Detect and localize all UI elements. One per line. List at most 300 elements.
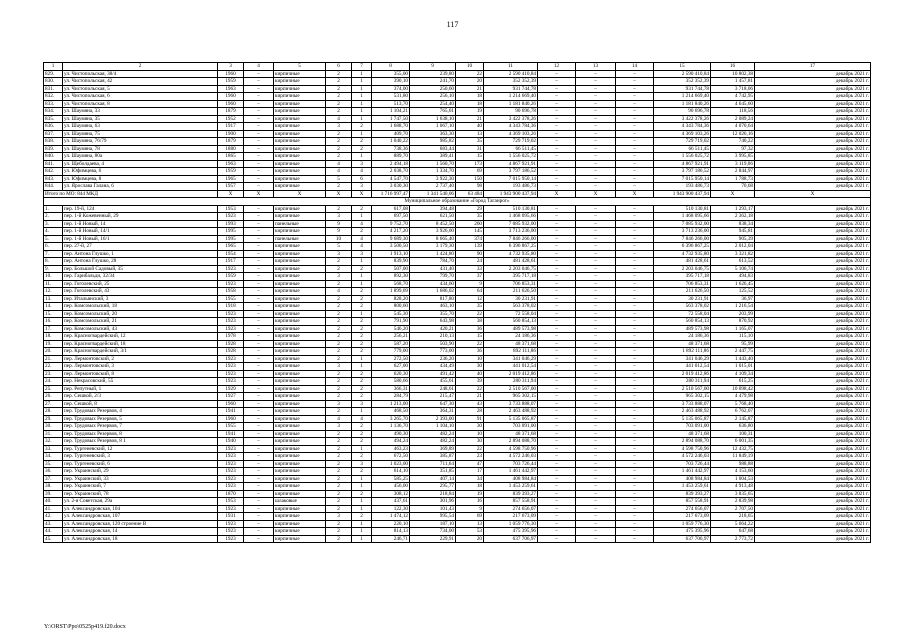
table-cell: – <box>576 445 616 453</box>
table-cell: – <box>538 310 576 318</box>
table-cell: – <box>244 378 274 386</box>
table-cell: 2 <box>326 100 352 108</box>
table-cell: – <box>538 288 576 296</box>
table-cell: 2 <box>326 385 352 393</box>
table-cell: 614,10 <box>372 468 410 476</box>
table-cell: декабрь 2021 г. <box>755 123 871 131</box>
table-cell: 374,00 <box>372 85 410 93</box>
table-cell: 352 352,39 <box>484 78 538 86</box>
table-cell: – <box>616 475 654 483</box>
table-cell: – <box>576 153 616 161</box>
table-cell: 779,00 <box>372 348 410 356</box>
table-cell: – <box>244 490 274 498</box>
table-cell: 1917 <box>218 258 244 266</box>
table-cell: – <box>616 498 654 506</box>
table-cell: 456,00 <box>372 483 410 491</box>
table-cell: 2 773,72 <box>711 535 755 543</box>
table-cell: 1 136,70 <box>372 423 410 431</box>
table-cell: 395 717,18 <box>484 273 538 281</box>
table-cell: – <box>538 430 576 438</box>
table-cell: 19 <box>456 108 484 116</box>
table-cell: 260 <box>456 220 484 228</box>
table-cell: 1928 <box>218 348 244 356</box>
table-cell: – <box>576 310 616 318</box>
table-cell: 587,20 <box>372 340 410 348</box>
table-cell: 490,30 <box>372 430 410 438</box>
table-cell: 19. <box>44 340 63 348</box>
table-cell: – <box>616 228 654 236</box>
table-cell: 585,25 <box>372 475 410 483</box>
table-cell: 21 <box>456 115 484 123</box>
table-cell: 1 <box>352 108 372 116</box>
table-cell: ул. Александровская, 104 <box>63 505 218 513</box>
table-cell: ул. Чистопольская, 42 <box>63 78 218 86</box>
table-cell: – <box>244 288 274 296</box>
table-cell: – <box>576 115 616 123</box>
table-cell: кирпичные <box>274 213 326 221</box>
table-row <box>44 160 871 168</box>
table-cell: 1 747,50 <box>372 115 410 123</box>
table-cell: – <box>576 108 616 116</box>
table-cell: 3 733 888,07 <box>484 400 538 408</box>
table-cell: 95,99 <box>711 340 755 348</box>
table-cell: 2 <box>326 520 352 528</box>
table-cell: пер. Трудовых Резервов, 5 <box>63 415 218 423</box>
table-cell: декабрь 2021 г. <box>755 363 871 371</box>
table-cell: – <box>616 243 654 251</box>
table-cell: 2 145,87 <box>711 415 755 423</box>
table-cell: 1 <box>352 475 372 483</box>
table-cell: – <box>616 535 654 543</box>
table-cell: – <box>244 400 274 408</box>
table-cell: – <box>538 378 576 386</box>
table-cell: декабрь 2021 г. <box>755 85 871 93</box>
table-cell: – <box>616 280 654 288</box>
table-cell: 546,20 <box>372 325 410 333</box>
table-cell: пер. Украинский, 33 <box>63 475 218 483</box>
table-cell: – <box>576 265 616 273</box>
table-cell: 10 <box>326 235 352 243</box>
table-cell: 15. <box>44 310 63 318</box>
table-cell: кирпичные <box>274 333 326 341</box>
table-cell: 1 181 840,26 <box>654 100 711 108</box>
table-cell: 1880 <box>218 145 244 153</box>
table-cell: – <box>244 393 274 401</box>
table-cell: 3 119,06 <box>711 160 755 168</box>
table-cell: 2 494,18 <box>372 160 410 168</box>
table-cell: – <box>538 340 576 348</box>
table-cell: – <box>616 393 654 401</box>
table-cell: – <box>616 123 654 131</box>
table-cell: кирпичные <box>274 145 326 153</box>
table-cell: – <box>576 475 616 483</box>
table-cell: декабрь 2021 г. <box>755 430 871 438</box>
table-cell: 4 <box>352 220 372 228</box>
table-cell: 2 <box>326 108 352 116</box>
table-cell: – <box>616 303 654 311</box>
table-cell: декабрь 2021 г. <box>755 475 871 483</box>
table-cell: декабрь 2021 г. <box>755 513 871 521</box>
table-cell: – <box>538 385 576 393</box>
table-cell: 2 <box>326 153 352 161</box>
table-cell: – <box>538 468 576 476</box>
table-cell: 1 <box>352 100 372 108</box>
table-cell: 220,10 <box>372 520 410 528</box>
table-cell: 2 <box>326 93 352 101</box>
table-cell: кирпичные <box>274 475 326 483</box>
column-number-row <box>44 63 871 71</box>
table-cell: 1923 <box>218 445 244 453</box>
table-cell: 4 <box>352 243 372 251</box>
table-cell: кирпичные <box>274 483 326 491</box>
table-cell: пер. Некрасовский, 55 <box>63 378 218 386</box>
table-cell: 2 463 488,92 <box>484 408 538 416</box>
table-cell: 1 040,22 <box>372 138 410 146</box>
table-row <box>44 453 871 461</box>
table-cell: 2 <box>326 145 352 153</box>
table-cell: 2 <box>326 130 352 138</box>
table-cell: – <box>616 153 654 161</box>
table-row <box>44 288 871 296</box>
table-cell: 468,50 <box>372 408 410 416</box>
table-cell: 2 019 412,86 <box>484 370 538 378</box>
table-cell: декабрь 2021 г. <box>755 468 871 476</box>
table-cell: 16 <box>456 498 484 506</box>
table-cell: 1 <box>352 408 372 416</box>
table-cell: – <box>244 355 274 363</box>
table-cell: 274 656,07 <box>654 505 711 513</box>
table-cell: – <box>244 535 274 543</box>
table-cell: 988,88 <box>711 460 755 468</box>
column-header: 9 <box>410 63 456 71</box>
table-cell: 1923 <box>218 460 244 468</box>
table-cell: 2 894 088,70 <box>484 438 538 446</box>
table-cell: 2 <box>326 378 352 386</box>
table-cell: 489 573,98 <box>654 325 711 333</box>
table-cell: 1 <box>352 273 372 281</box>
table-cell: 364,31 <box>410 408 456 416</box>
table-cell: 22 <box>456 445 484 453</box>
table-cell: декабрь 2021 г. <box>755 423 871 431</box>
table-cell: – <box>616 70 654 78</box>
table-cell: 215,47 <box>410 393 456 401</box>
table-cell: – <box>576 138 616 146</box>
table-cell: 672,50 <box>372 453 410 461</box>
table-cell: – <box>538 228 576 236</box>
table-cell: 118,56 <box>711 108 755 116</box>
table-cell: 274 656,07 <box>484 505 538 513</box>
table-cell: 18 <box>456 100 484 108</box>
table-cell: 37 <box>456 273 484 281</box>
table-cell: – <box>244 483 274 491</box>
table-cell: – <box>244 438 274 446</box>
table-cell: пер. Лермонтовский, 2 <box>63 355 218 363</box>
table-cell: 475 395,96 <box>654 528 711 536</box>
table-cell: 2 <box>326 205 352 213</box>
table-cell: 7. <box>44 250 63 258</box>
table-cell: ул. Чистопольская, 8 <box>63 100 218 108</box>
table-cell: – <box>576 70 616 78</box>
table-cell: 491,42 <box>410 370 456 378</box>
table-cell: 7 085 932,00 <box>654 220 711 228</box>
table-cell: ул. 2-я Советская, 29а <box>63 498 218 506</box>
table-cell: 35. <box>44 460 63 468</box>
table-cell: 1931 <box>218 513 244 521</box>
table-cell: – <box>576 243 616 251</box>
table-cell: – <box>576 348 616 356</box>
table-cell: 1 213,00 <box>372 400 410 408</box>
table-cell: 40. <box>44 498 63 506</box>
table-cell: 2 <box>326 483 352 491</box>
table-cell: 1 556 025,72 <box>654 153 711 161</box>
table-cell: – <box>538 183 576 191</box>
table-cell: 5 135 065,87 <box>484 415 538 423</box>
table-cell: декабрь 2021 г. <box>755 273 871 281</box>
table-cell: 683,44 <box>410 145 456 153</box>
table-row <box>44 265 871 273</box>
table-cell: 434,49 <box>410 363 456 371</box>
table-cell: – <box>538 303 576 311</box>
table-cell: – <box>538 498 576 506</box>
table-cell: 563 378,02 <box>654 303 711 311</box>
table-cell: декабрь 2021 г. <box>755 108 871 116</box>
table-row <box>44 468 871 476</box>
table-cell: 2 <box>352 430 372 438</box>
table-cell: 1958 <box>218 288 244 296</box>
table-cell: 1 943 900 437,94 <box>484 190 538 198</box>
table-cell: – <box>576 468 616 476</box>
table-cell: 2 <box>326 310 352 318</box>
table-cell: кирпичные <box>274 505 326 513</box>
table-cell: 2 <box>352 145 372 153</box>
table-cell: 2 510 567,00 <box>484 385 538 393</box>
table-cell: 115,10 <box>711 333 755 341</box>
table-row <box>44 115 871 123</box>
table-cell: 870,92 <box>711 318 755 326</box>
table-cell: 4 <box>326 160 352 168</box>
table-cell: 236,20 <box>410 355 456 363</box>
table-cell: 729 719,02 <box>484 138 538 146</box>
table-cell: 341 046,29 <box>484 355 538 363</box>
table-cell: 2 <box>352 333 372 341</box>
table-cell: – <box>538 483 576 491</box>
table-cell: 7 846 266,00 <box>654 235 711 243</box>
column-header: 7 <box>352 63 372 71</box>
table-cell: 64 <box>456 288 484 296</box>
table-cell: – <box>244 340 274 348</box>
table-cell: 800,60 <box>372 303 410 311</box>
table-cell: пер. 1-й Новый, 16/1 <box>63 235 218 243</box>
table-row <box>44 400 871 408</box>
table-cell: 3 <box>352 400 372 408</box>
table-cell: – <box>244 78 274 86</box>
table-cell: 18. <box>44 333 63 341</box>
table-cell: 36 <box>456 325 484 333</box>
table-row <box>44 243 871 251</box>
table-cell: 39 <box>456 378 484 386</box>
table-cell: кирпичные <box>274 310 326 318</box>
table-cell: кирпичные <box>274 378 326 386</box>
table-cell: X <box>244 190 274 198</box>
table-cell: 2 <box>352 288 372 296</box>
table-cell: кирпичные <box>274 400 326 408</box>
table-cell: – <box>244 85 274 93</box>
table-cell: 125,52 <box>711 288 755 296</box>
table-row <box>44 228 871 236</box>
table-cell: 1963 <box>218 85 244 93</box>
table-cell: 844. <box>44 183 63 191</box>
table-cell: 1954 <box>218 250 244 258</box>
table-cell: 211 626,50 <box>484 288 538 296</box>
table-cell: 829. <box>44 70 63 78</box>
table-cell: – <box>576 535 616 543</box>
table-cell: – <box>538 220 576 228</box>
table-cell: 280 311,94 <box>484 378 538 386</box>
table-cell: 2 <box>352 325 372 333</box>
table-cell: 1 067,10 <box>410 123 456 131</box>
table-cell: – <box>576 505 616 513</box>
table-cell: 2 <box>352 453 372 461</box>
table-cell: 4 <box>352 415 372 423</box>
table-cell: пер. Сешкой, 2/3 <box>63 393 218 401</box>
total-row <box>44 190 871 198</box>
table-cell: ул. Александровская, 18 <box>63 535 218 543</box>
table-cell: 1 <box>352 213 372 221</box>
table-cell: 1 788,73 <box>711 175 755 183</box>
table-cell: 3 995,85 <box>711 153 755 161</box>
table-cell: 1923 <box>218 520 244 528</box>
table-cell: 6. <box>44 243 63 251</box>
table-cell: 35 <box>456 213 484 221</box>
table-cell: 2 <box>326 258 352 266</box>
table-row <box>44 273 871 281</box>
table-cell: 1960 <box>218 415 244 423</box>
table-cell: 19 <box>456 490 484 498</box>
table-cell: 832. <box>44 93 63 101</box>
table-cell: 173 <box>456 160 484 168</box>
table-cell: 2 393,00 <box>410 415 456 423</box>
table-body <box>44 63 871 543</box>
table-cell: – <box>616 528 654 536</box>
table-cell: – <box>244 415 274 423</box>
table-cell: 1952 <box>218 115 244 123</box>
table-cell: кирпичные <box>274 385 326 393</box>
table-cell: 72 558,04 <box>484 310 538 318</box>
table-cell: кирпичные <box>274 453 326 461</box>
table-cell: 12. <box>44 288 63 296</box>
table-cell: 1 716 997,47 <box>372 190 410 198</box>
table-cell: кирпичные <box>274 303 326 311</box>
table-cell: 63 484 <box>456 190 484 198</box>
table-cell: 27. <box>44 400 63 408</box>
table-cell: – <box>244 153 274 161</box>
table-cell: 17. <box>44 325 63 333</box>
table-cell: 773,00 <box>410 348 456 356</box>
table-cell: 621,50 <box>410 213 456 221</box>
table-cell: 7 015 950,14 <box>484 175 538 183</box>
column-header: 14 <box>616 63 654 71</box>
table-cell: 9 <box>326 228 352 236</box>
table-cell: 475 395,96 <box>484 528 538 536</box>
table-cell: 965 302,15 <box>654 393 711 401</box>
table-cell: ул. Шаумяна, 33 <box>63 108 218 116</box>
table-row <box>44 213 871 221</box>
table-cell: 1 556 025,72 <box>484 153 538 161</box>
table-cell: 839,90 <box>372 258 410 266</box>
table-cell: кирпичные <box>274 78 326 86</box>
table-cell: 2 <box>326 318 352 326</box>
table-cell: – <box>538 325 576 333</box>
table-cell: – <box>576 160 616 168</box>
table-cell: 4. <box>44 228 63 236</box>
table-row <box>44 325 871 333</box>
table-row <box>44 445 871 453</box>
table-cell: кирпичные <box>274 168 326 176</box>
table-cell: 437,61 <box>372 498 410 506</box>
table-cell: 647,68 <box>711 528 755 536</box>
table-cell: ул. Шаумяна, 63 <box>63 123 218 131</box>
table-cell: 507,00 <box>372 265 410 273</box>
table-cell: 33 <box>456 265 484 273</box>
table-cell: 965 302,15 <box>484 393 538 401</box>
table-cell: пер. 19-й, 124 <box>63 205 218 213</box>
table-row <box>44 78 871 86</box>
table-cell: 11. <box>44 280 63 288</box>
table-cell: кирпичные <box>274 513 326 521</box>
table-cell: пер. Гоголевский, 25 <box>63 280 218 288</box>
table-cell: X <box>616 190 654 198</box>
table-cell: – <box>576 93 616 101</box>
table-cell: – <box>244 93 274 101</box>
page-number: 117 <box>446 20 459 29</box>
table-cell: – <box>244 468 274 476</box>
table-cell: – <box>538 400 576 408</box>
table-cell: – <box>616 85 654 93</box>
table-cell: – <box>244 235 274 243</box>
table-row <box>44 295 871 303</box>
table-cell: – <box>244 168 274 176</box>
table-cell: декабрь 2021 г. <box>755 145 871 153</box>
table-cell: – <box>538 115 576 123</box>
table-cell: 3 797 186,52 <box>484 168 538 176</box>
table-cell: 2 203 046,75 <box>484 265 538 273</box>
table-cell: 703 091,00 <box>484 423 538 431</box>
table-cell: 24 186,36 <box>484 333 538 341</box>
table-cell: 905,39 <box>711 235 755 243</box>
table-cell: 4 217,20 <box>372 228 410 236</box>
table-cell: 1923 <box>218 378 244 386</box>
table-cell: кирпичные <box>274 318 326 326</box>
table-cell: 1 <box>352 520 372 528</box>
table-cell: 995,54 <box>410 513 456 521</box>
table-cell: декабрь 2021 г. <box>755 438 871 446</box>
table-cell: 729 719,02 <box>654 138 711 146</box>
table-cell: – <box>576 205 616 213</box>
table-cell: 2 <box>326 528 352 536</box>
table-cell: 1940 <box>218 438 244 446</box>
table-cell: 20. <box>44 348 63 356</box>
table-cell: 1955 <box>218 295 244 303</box>
table-cell: 620,30 <box>372 370 410 378</box>
table-cell: 34 <box>456 475 484 483</box>
table-cell: 1 <box>352 115 372 123</box>
table-row <box>44 100 871 108</box>
table-cell: 4 913,48 <box>711 483 755 491</box>
table-cell: 36 <box>456 348 484 356</box>
table-cell: – <box>616 468 654 476</box>
table-cell: 2 <box>352 265 372 273</box>
table-cell: пер. Украинский, 78 <box>63 490 218 498</box>
